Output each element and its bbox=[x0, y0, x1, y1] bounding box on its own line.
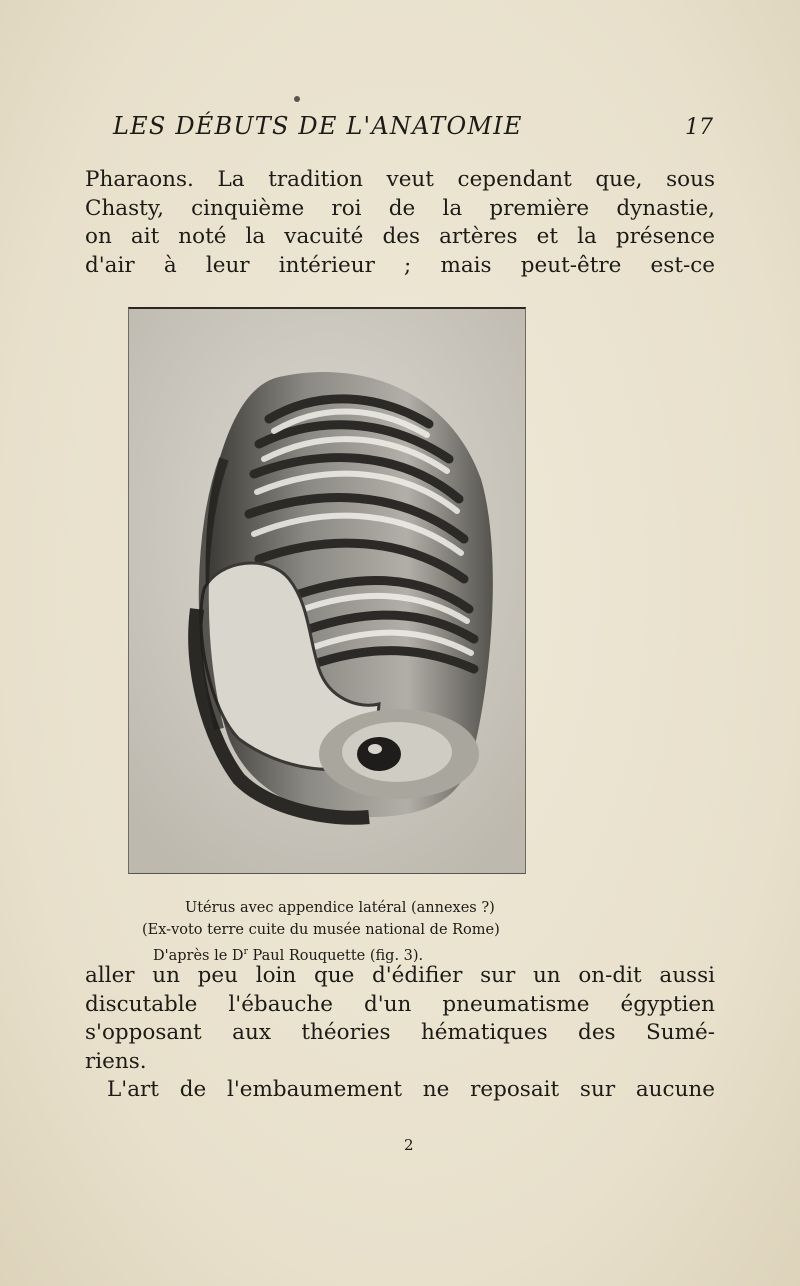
figure-caption bbox=[135, 897, 575, 967]
caption-line-text: (Ex-voto terre cuite du musée national de Rome) bbox=[142, 922, 500, 938]
caption-line bbox=[135, 919, 575, 941]
paragraph-top bbox=[85, 166, 715, 280]
text-line: L'art de l'embaumement ne reposait sur aucune bbox=[107, 1077, 715, 1103]
text-line: discutable l'ébauche d'un pneumatisme égyptien bbox=[85, 991, 715, 1017]
caption-credit-pre: D'après le D bbox=[153, 947, 244, 964]
caption-credit-sup: r bbox=[243, 947, 248, 957]
text-line: on ait noté la vacuité des artères et la présence bbox=[85, 224, 715, 250]
page-number: 17 bbox=[685, 115, 713, 140]
running-title: LES DÉBUTS DE L'ANATOMIE bbox=[113, 112, 523, 140]
figure-uterus-votive bbox=[128, 307, 526, 874]
printer-mark bbox=[294, 96, 300, 102]
running-header bbox=[113, 112, 713, 140]
signature-mark: 2 bbox=[404, 1136, 414, 1154]
text-line: riens. bbox=[85, 1048, 147, 1074]
text-line: d'air à leur intérieur ; mais peut-être est-ce bbox=[85, 252, 715, 278]
caption-credit-post: Paul Rouquette (fig. 3). bbox=[247, 947, 424, 964]
text-line: s'opposant aux théories hématiques des Sumé- bbox=[85, 1020, 715, 1046]
text-line: Pharaons. La tradition veut cependant que, sous bbox=[85, 167, 715, 192]
paragraph-bottom bbox=[85, 962, 715, 1105]
caption-line: Utérus avec appendice latéral (annexes ?) bbox=[185, 900, 495, 916]
uterus-illustration bbox=[129, 309, 525, 873]
text-line: aller un peu loin que d'édifier sur un on-dit aussi bbox=[85, 963, 715, 988]
text-line: Chasty, cinquième roi de la première dynastie, bbox=[85, 195, 715, 221]
